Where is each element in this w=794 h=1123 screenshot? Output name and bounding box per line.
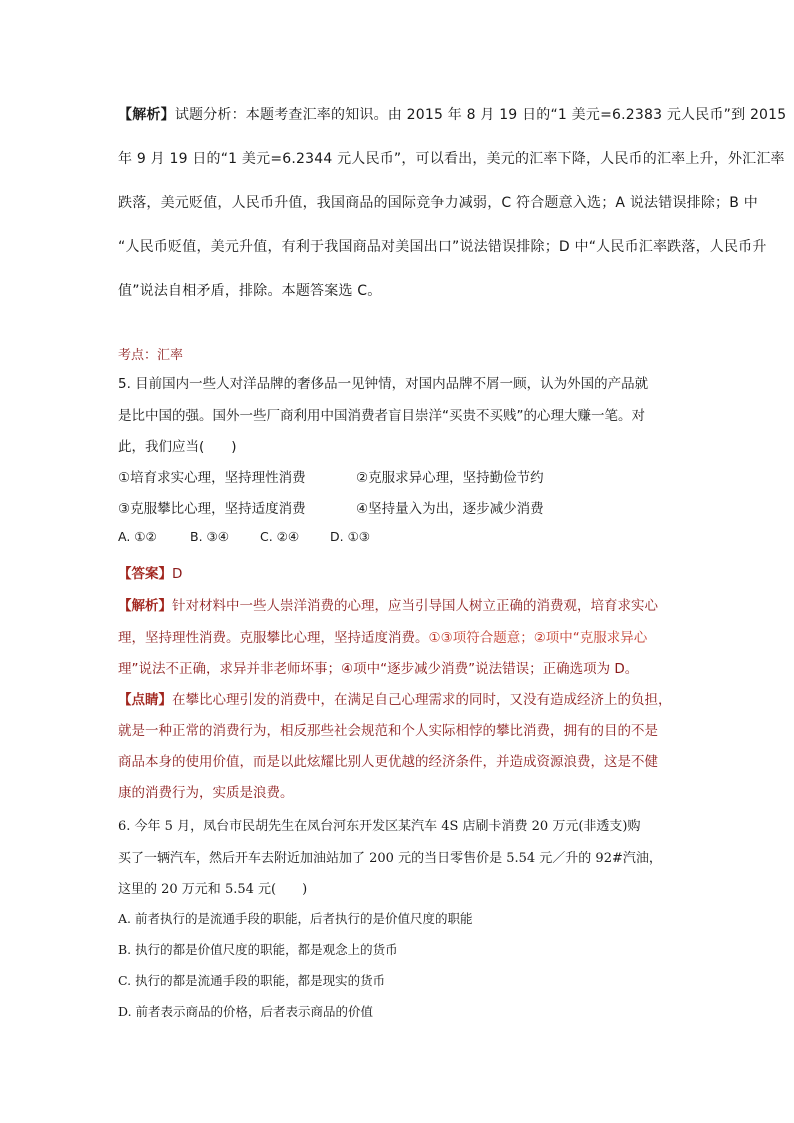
q5-dianjing-line-3: 商品本身的使用价值，而是以此炫耀比别人更优越的经济条件，并造成资源浪费，这是不健: [118, 754, 658, 770]
jiexi-tag: 【解析】: [118, 598, 172, 614]
q5-option-3: ③克服攀比心理，坚持适度消费: [118, 501, 306, 517]
jiexi-text-1: 针对材料中一些人崇洋消费的心理，应当引导国人树立正确的消费观，培育求实心: [172, 598, 658, 614]
q5-answer: [118, 562, 182, 582]
answer-tag: 【答案】: [118, 566, 172, 582]
q6-stem-line-1: 6. 今年 5 月，凤台市民胡先生在凤台河东开发区某汽车 4S 店刷卡消费 20 万元(非透支)购: [118, 819, 641, 834]
dianjing-text-1: 在攀比心理引发的消费中，在满足自己心理需求的同时，又没有造成经济上的负担，: [172, 692, 672, 708]
answer-value: D: [172, 566, 183, 582]
q6-option-b: B. 执行的都是价值尺度的职能，都是观念上的货币: [118, 942, 398, 957]
analysis-line-4: “人民币贬值，美元升值，有利于我国商品对美国出口”说法错误排除；D 中“人民币汇率跌落，人民币升: [118, 239, 767, 255]
q5-option-2: ②克服求异心理，坚持勤俭节约: [356, 470, 544, 486]
q5-option-4: ④坚持量入为出，逐步减少消费: [356, 501, 544, 517]
jiexi-text-2b: ①③项符合题意；②项中“克服求异心: [428, 630, 648, 646]
q5-choice-d: D. ①③: [330, 529, 370, 544]
q6-option-a: A. 前者执行的是流通手段的职能，后者执行的是价值尺度的职能: [118, 911, 473, 926]
q5-choice-a: A. ①②: [118, 529, 157, 544]
jiexi-text-2a: 理，坚持理性消费。克服攀比心理，坚持适度消费。: [118, 630, 429, 646]
q5-stem-line-1: 5. 目前国内一些人对洋品牌的奢侈品一见钟情，对国内品牌不屑一顾，认为外国的产品就: [118, 376, 649, 392]
q5-dianjing-line-4: 康的消费行为，实质是浪费。: [118, 785, 294, 801]
q5-jiexi-line-2: [118, 626, 647, 646]
q6-stem-line-2: 买了一辆汽车，然后开车去附近加油站加了 200 元的当日零售价是 5.54 元／升的 92#汽油，: [118, 851, 662, 866]
analysis-line-3: 跌落，美元贬值，人民币升值，我国商品的国际竞争力减弱，C 符合题意入选；A 说法错误排除；B 中: [118, 195, 758, 211]
q5-jiexi-line-3: 理”说法不正确，求异并非老师坏事；④项中“逐步减少消费”说法错误；正确选项为 D。: [118, 661, 639, 677]
dianjing-tag: 【点睛】: [118, 692, 172, 708]
analysis-tag: 【解析】: [118, 107, 175, 123]
q6-option-d: D. 前者表示商品的价格，后者表示商品的价值: [118, 1004, 374, 1019]
q5-stem-line-3: 此，我们应当( ): [118, 439, 237, 455]
analysis-text-1: 试题分析：本题考查汇率的知识。由 2015 年 8 月 19 日的“1 美元=6.2383 元人民币”到 2015: [174, 107, 787, 123]
q6-option-c: C. 执行的都是流通手段的职能，都是现实的货币: [118, 973, 386, 988]
q5-choice-c: C. ②④: [260, 529, 300, 544]
q6-stem-line-3: 这里的 20 万元和 5.54 元( ): [118, 882, 308, 897]
q5-choice-b: B. ③④: [190, 529, 229, 544]
analysis-line-1: [118, 104, 786, 124]
q5-jiexi-line-1: [118, 594, 658, 614]
q5-dianjing-line-2: 就是一种正常的消费行为，相反那些社会规范和个人实际相悖的攀比消费，拥有的目的不是: [118, 723, 658, 739]
kaodian-label: 考点：汇率: [118, 348, 184, 363]
analysis-line-5: 值”说法自相矛盾，排除。本题答案选 C。: [118, 283, 382, 299]
q5-stem-line-2: 是比中国的强。国外一些厂商利用中国消费者盲目崇洋“买贵不买贱”的心理大赚一笔。对: [118, 408, 645, 424]
analysis-line-2: 年 9 月 19 日的“1 美元=6.2344 元人民币”，可以看出，美元的汇率下降，人民币的汇率上升，外汇汇率: [118, 151, 785, 167]
q5-option-1: ①培育求实心理，坚持理性消费: [118, 470, 306, 486]
q5-dianjing-line-1: [118, 688, 672, 708]
